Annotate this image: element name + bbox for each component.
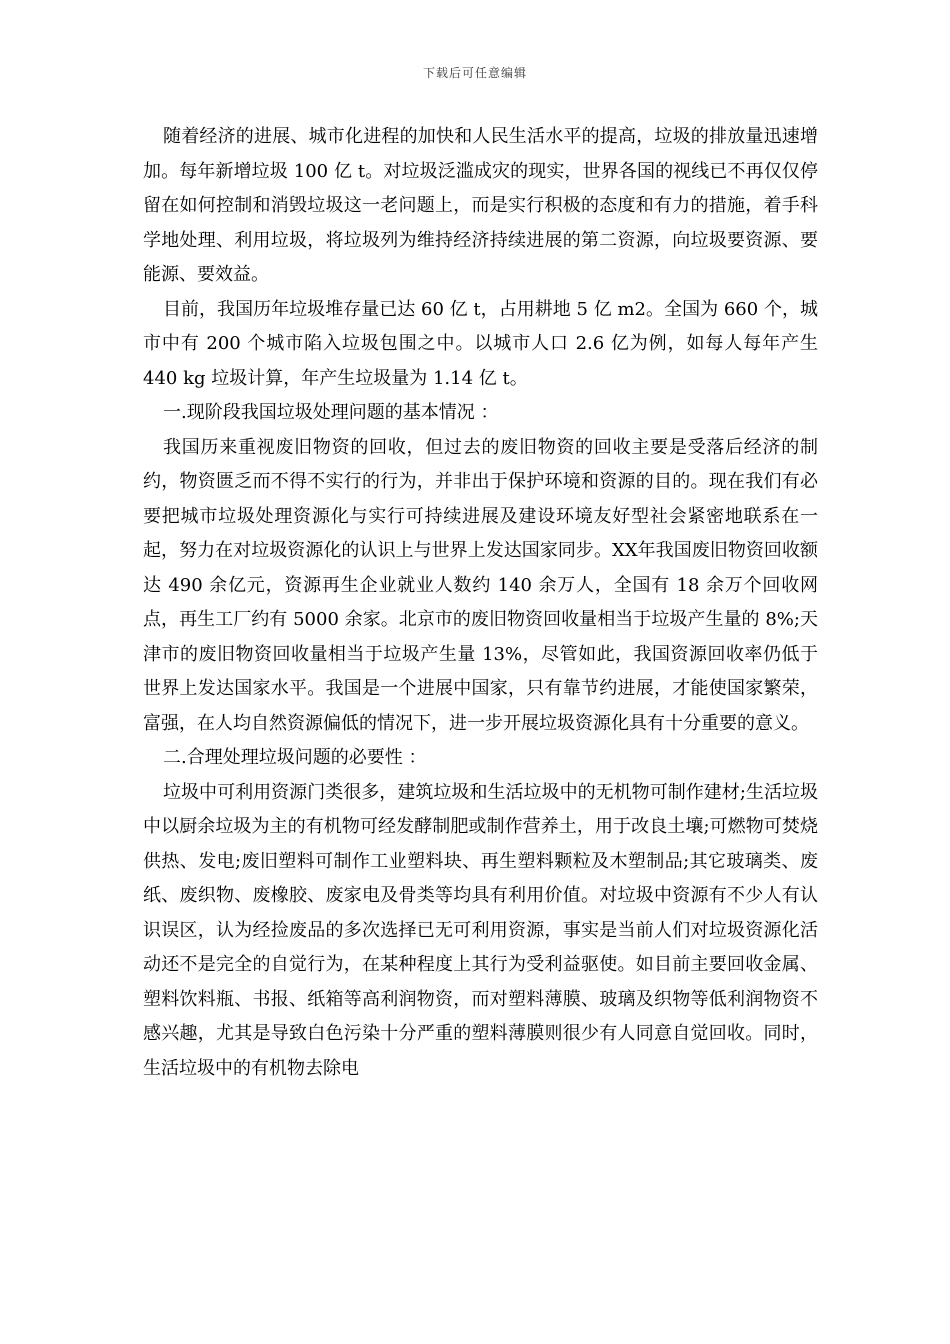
paragraph-recycling-situation: 我国历来重视废旧物资的回收，但过去的废旧物资的回收主要是受落后经济的制约，物资匮乏而不得不实行的行为，并非出于保护环境和资源的目的。现在我们有必要把城市垃圾处理资源化与实行可持续进展及建设环境友好型社会紧密地联系在一起，努力在对垃圾资源化的认识上与世界上发达国家同步。XX年我国废旧物资回收额达 490 余亿元，资源再生企业就业人数约 140 余万人，全国有 18 余万个回收网点，再生工厂约有 5000 余家。北京市的废旧物资回收量相当于垃圾产生量的 8%;天津市的废旧物资回收量相当于垃圾产生量 13%，尽管如此，我国资源回收率仍低于世界上发达国家水平。我国是一个进展中国家，只有靠节约进展，才能使国家繁荣，富强，在人均自然资源偏低的情况下，进一步开展垃圾资源化具有十分重要的意义。 (143, 436, 818, 734)
section-heading-1: 一.现阶段我国垃圾处理问题的基本情况 ： (163, 402, 499, 423)
paragraph-necessity: 垃圾中可利用资源门类很多，建筑垃圾和生活垃圾中的无机物可制作建材;生活垃圾中以厨余垃圾为主的有机物可经发酵制肥或制作营养土，用于改良土壤;可燃物可焚烧供热、发电;废旧塑料可制作工业塑料块、再生塑料颗粒及木塑制品;其它玻璃类、废纸、废织物、废橡胶、废家电及骨类等均具有利用价值。对垃圾中资源有不少人有认识误区，认为经捡废品的多次选择已无可利用资源，事实是当前人们对垃圾资源化活动还不是完全的自觉行为，在某种程度上其行为受利益驱使。如目前主要回收金属、塑料饮料瓶、书报、纸箱等高利润物资，而对塑料薄膜、玻璃及织物等低利润物资不感兴趣，尤其是导致白色污染十分严重的塑料薄膜则很少有人同意自觉回收。同时，生活垃圾中的有机物去除电 (143, 781, 818, 1079)
section-heading-2: 二.合理处理垃圾问题的必要性 ： (163, 747, 427, 768)
document-body (143, 120, 818, 1086)
paragraph-current-status: 目前，我国历年垃圾堆存量已达 60 亿 t，占用耕地 5 亿 m2。全国为 660 个，城市中有 200 个城市陷入垃圾包围之中。以城市人口 2.6 亿为例，如每人每年产生 440 kg 垃圾计算，年产生垃圾量为 1.14 亿 t。 (143, 298, 818, 389)
page-header: 下载后可任意编辑 (422, 66, 527, 80)
paragraph-intro: 随着经济的进展、城市化进程的加快和人民生活水平的提高，垃圾的排放量迅速增加。每年新增垃圾 100 亿 t。对垃圾泛滥成灾的现实，世界各国的视线已不再仅仅停留在如何控制和消毁垃圾这一老问题上，而是实行积极的态度和有力的措施，着手科学地处理、利用垃圾，将垃圾列为维持经济持续进展的第二资源，向垃圾要资源、要能源、要效益。 (143, 126, 818, 285)
